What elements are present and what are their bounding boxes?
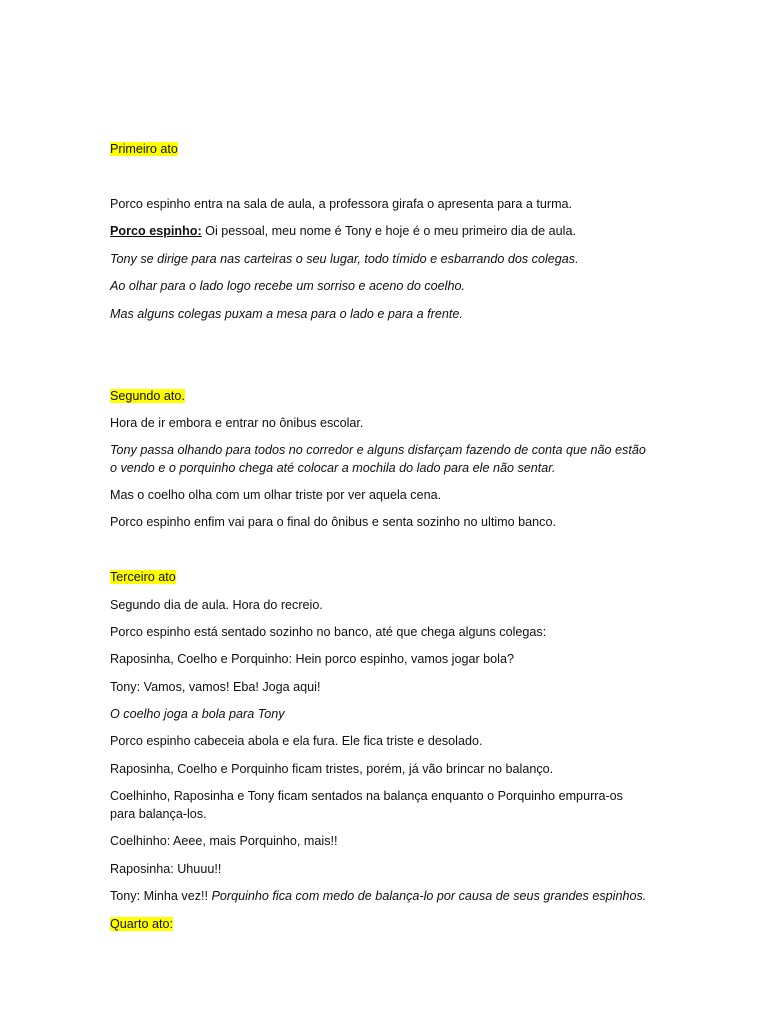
act2-paragraph-2-line-2: o vendo e o porquinho chega até colocar a mochila do lado para ele não sentar.: [110, 461, 556, 475]
dialogue-text: Tony: Minha vez!!: [110, 889, 212, 903]
act3-paragraph-3: Raposinha, Coelho e Porquinho: Hein porco espinho, vamos jogar bola?: [110, 652, 514, 666]
act4-heading: [110, 915, 670, 933]
act1-paragraph-3: Tony se dirige para nas carteiras o seu lugar, todo tímido e esbarrando dos colegas.: [110, 252, 579, 266]
act1-paragraph-5: Mas alguns colegas puxam a mesa para o lado e para a frente.: [110, 307, 463, 321]
act2-heading-text: Segundo ato.: [110, 389, 185, 403]
act3-paragraph-4: Tony: Vamos, vamos! Eba! Joga aqui!: [110, 680, 321, 694]
act3-paragraph-7: Raposinha, Coelho e Porquinho ficam tristes, porém, já vão brincar no balanço.: [110, 762, 554, 776]
act2-paragraph-1: Hora de ir embora e entrar no ônibus escolar.: [110, 416, 364, 430]
act1-heading: [110, 140, 670, 158]
act3-paragraph-6: Porco espinho cabeceia abola e ela fura. Ele fica triste e desolado.: [110, 734, 483, 748]
act3-paragraph-2: Porco espinho está sentado sozinho no banco, até que chega alguns colegas:: [110, 625, 547, 639]
speaker-label: Porco espinho:: [110, 224, 202, 238]
act3-heading: [110, 568, 670, 586]
act4-heading-text: Quarto ato:: [110, 917, 174, 931]
act2-paragraph-3: Mas o coelho olha com um olhar triste por ver aquela cena.: [110, 488, 442, 502]
act3-paragraph-8-line-2: para balança-los.: [110, 807, 207, 821]
act3-paragraph-5: O coelho joga a bola para Tony: [110, 707, 285, 721]
act3-paragraph-10: Raposinha: Uhuuu!!: [110, 862, 222, 876]
act2-paragraph-4: Porco espinho enfim vai para o final do ônibus e senta sozinho no ultimo banco.: [110, 515, 556, 529]
act2-paragraph-2-line-1: Tony passa olhando para todos no corredor e alguns disfarçam fazendo de conta que não estão: [110, 443, 646, 457]
act3-heading-text: Terceiro ato: [110, 570, 176, 584]
stage-direction: Porquinho fica com medo de balança-lo por causa de seus grandes espinhos.: [211, 889, 647, 903]
act2-heading: [110, 387, 670, 405]
act1-paragraph-4: Ao olhar para o lado logo recebe um sorriso e aceno do coelho.: [110, 279, 465, 293]
act3-paragraph-11: [110, 887, 670, 905]
act3-paragraph-9: Coelhinho: Aeee, mais Porquinho, mais!!: [110, 834, 338, 848]
act1-paragraph-1: Porco espinho entra na sala de aula, a professora girafa o apresenta para a turma.: [110, 197, 573, 211]
act3-paragraph-1: Segundo dia de aula. Hora do recreio.: [110, 598, 323, 612]
act3-paragraph-8-line-1: Coelhinho, Raposinha e Tony ficam sentados na balança enquanto o Porquinho empurra-os: [110, 789, 623, 803]
act1-heading-text: Primeiro ato: [110, 142, 178, 156]
dialogue-text: Oi pessoal, meu nome é Tony e hoje é o meu primeiro dia de aula.: [201, 224, 576, 238]
act1-paragraph-2: [110, 222, 670, 240]
